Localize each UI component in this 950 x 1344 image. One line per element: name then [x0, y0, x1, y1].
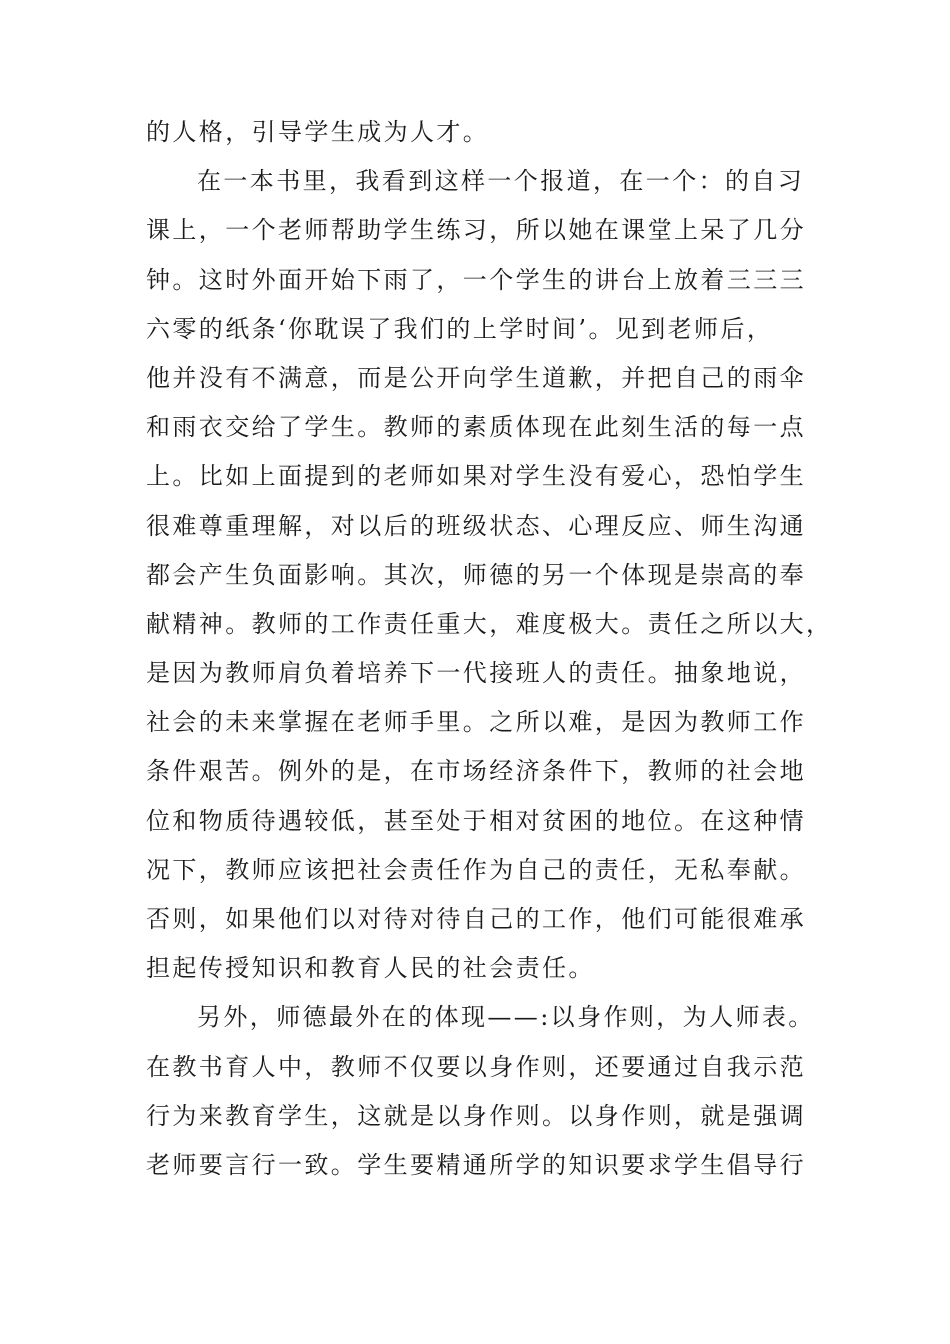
text-line: 钟。这时外面开始下雨了，一个学生的讲台上放着三三三 [146, 265, 806, 294]
text-line: 和雨衣交给了学生。教师的素质体现在此刻生活的每一点 [146, 413, 806, 442]
text-line: 他并没有不满意，而是公开向学生道歉，并把自己的雨伞 [146, 363, 806, 392]
text-line: 位和物质待遇较低，甚至处于相对贫困的地位。在这种情 [146, 806, 806, 835]
text-line: 的人格，引导学生成为人才。 [146, 118, 490, 146]
text-line: 担起传授知识和教育人民的社会责任。 [146, 954, 595, 983]
text-line: 行为来教育学生，这就是以身作则。以身作则，就是强调 [146, 1101, 806, 1130]
document-body [146, 108, 846, 1190]
text-line: 六零的纸条‘你耽误了我们的上学时间’。见到老师后， [146, 314, 774, 343]
text-line: 老师要言行一致。学生要精通所学的知识要求学生倡导行 [146, 1150, 806, 1179]
text-line: 社会的未来掌握在老师手里。之所以难，是因为教师工作 [146, 708, 806, 737]
text-line: 是因为教师肩负着培养下一代接班人的责任。抽象地说， [146, 659, 806, 688]
text-line: 献精神。教师的工作责任重大，难度极大。责任之所以大， [146, 609, 833, 638]
text-line: 在教书育人中，教师不仅要以身作则，还要通过自我示范 [146, 1052, 806, 1081]
paragraph-start-line: 在一本书里，我看到这样一个报道，在一个：的自习 [197, 167, 805, 196]
text-line: 课上，一个老师帮助学生练习，所以她在课堂上呆了几分 [146, 216, 806, 245]
paragraph-start-line: 另外，师德最外在的体现——:以身作则，为人师表。 [197, 1003, 815, 1032]
text-line: 况下，教师应该把社会责任作为自己的责任，无私奉献。 [146, 855, 806, 884]
text-line: 上。比如上面提到的老师如果对学生没有爱心，恐怕学生 [146, 462, 806, 491]
text-line: 很难尊重理解，对以后的班级状态、心理反应、师生沟通 [146, 511, 806, 540]
text-line: 否则，如果他们以对待对待自己的工作，他们可能很难承 [146, 905, 806, 933]
text-line: 都会产生负面影响。其次，师德的另一个体现是崇高的奉 [146, 560, 806, 589]
text-line: 条件艰苦。例外的是，在市场经济条件下，教师的社会地 [146, 757, 806, 786]
